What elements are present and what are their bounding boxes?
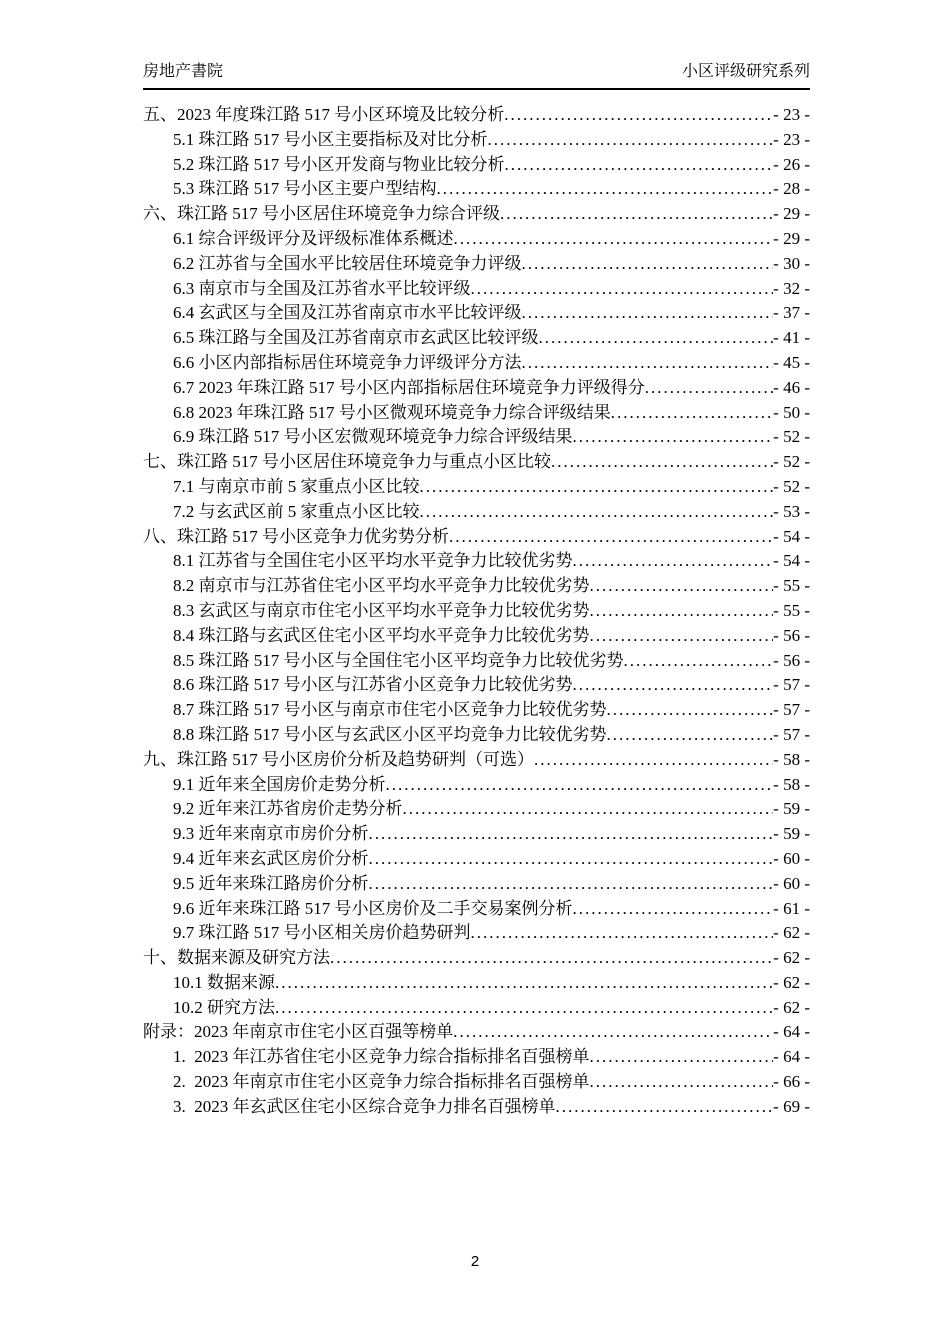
dot-leader — [590, 1070, 774, 1095]
dot-leader — [453, 1020, 773, 1045]
toc-entry[interactable] — [143, 153, 810, 178]
toc-entry[interactable] — [143, 847, 810, 872]
toc-entry[interactable] — [143, 450, 810, 475]
toc-entry[interactable] — [143, 797, 810, 822]
toc-entry-title: 5.2 珠江路 517 号小区开发商与物业比较分析 — [173, 154, 505, 174]
toc-entry-page: - 52 - — [773, 476, 810, 496]
toc-entry-page: - 61 - — [773, 898, 810, 918]
toc-entry-title: 5.3 珠江路 517 号小区主要户型结构 — [173, 179, 437, 199]
dot-leader — [386, 773, 774, 798]
toc-entry-title: 6.1 综合评级评分及评级标准体系概述 — [173, 228, 454, 248]
dot-leader — [500, 202, 773, 227]
dot-leader — [471, 277, 774, 302]
toc-entry-title: 7.1 与南京市前 5 家重点小区比较 — [173, 476, 420, 496]
toc-entry-page: - 52 - — [773, 427, 810, 447]
toc-entry-page: - 66 - — [773, 1072, 810, 1092]
toc-entry-page: - 56 - — [773, 625, 810, 645]
toc-entry[interactable] — [143, 252, 810, 277]
header-right-text: 小区评级研究系列 — [681, 63, 810, 80]
toc-entry-title: 6.6 小区内部指标居住环境竞争力评级评分方法 — [173, 352, 522, 372]
dot-leader — [330, 946, 773, 971]
toc-entry[interactable] — [143, 872, 810, 897]
toc-entry-page: - 55 - — [773, 600, 810, 620]
toc-entry-title: 8.8 珠江路 517 号小区与玄武区小区平均竞争力比较优劣势 — [173, 724, 607, 744]
toc-entry-title: 六、珠江路 517 号小区居住环境竞争力综合评级 — [143, 204, 500, 224]
toc-entry-title: 8.1 江苏省与全国住宅小区平均水平竞争力比较优劣势 — [173, 551, 573, 571]
toc-entry[interactable] — [143, 549, 810, 574]
dot-leader — [590, 574, 774, 599]
toc-entry[interactable] — [143, 822, 810, 847]
toc-entry-page: - 32 - — [773, 278, 810, 298]
toc-entry[interactable] — [143, 401, 810, 426]
toc-entry[interactable] — [143, 1045, 810, 1070]
dot-leader — [551, 450, 773, 475]
dot-leader — [556, 1095, 774, 1120]
toc-entry-title: 9.3 近年来南京市房价分析 — [173, 824, 369, 844]
toc-entry-page: - 58 - — [773, 749, 810, 769]
toc-entry-title: 9.7 珠江路 517 号小区相关房价趋势研判 — [173, 923, 471, 943]
toc-entry[interactable] — [143, 500, 810, 525]
dot-leader — [573, 673, 774, 698]
toc-entry-page: - 29 - — [773, 204, 810, 224]
toc-entry[interactable] — [143, 624, 810, 649]
toc-entry-page: - 62 - — [773, 972, 810, 992]
toc-entry-title: 7.2 与玄武区前 5 家重点小区比较 — [173, 501, 420, 521]
toc-entry-title: 十、数据来源及研究方法 — [143, 948, 330, 968]
toc-entry-page: - 54 - — [773, 551, 810, 571]
toc-entry[interactable] — [143, 277, 810, 302]
toc-entry-page: - 23 - — [773, 105, 810, 124]
toc-entry-title: 3. 2023 年玄武区住宅小区综合竞争力排名百强榜单 — [173, 1096, 556, 1116]
toc-entry[interactable] — [143, 946, 810, 971]
toc-entry[interactable] — [143, 673, 810, 698]
toc-entry[interactable] — [143, 1095, 810, 1120]
toc-entry-title: 6.7 2023 年珠江路 517 号小区内部指标居住环境竞争力评级得分 — [173, 377, 645, 397]
toc-entry[interactable] — [143, 698, 810, 723]
dot-leader — [590, 1045, 774, 1070]
toc-entry-title: 6.5 珠江路与全国及江苏省南京市玄武区比较评级 — [173, 328, 539, 348]
dot-leader — [471, 921, 774, 946]
toc-entry-page: - 37 - — [773, 303, 810, 323]
toc-entry-page: - 60 - — [773, 848, 810, 868]
dot-leader — [369, 847, 774, 872]
toc-entry-title: 附录：2023 年南京市住宅小区百强等榜单 — [143, 1022, 454, 1042]
toc-entry[interactable] — [143, 996, 810, 1021]
toc-entry-page: - 53 - — [773, 501, 810, 521]
toc-entry-title: 五、2023 年度珠江路 517 号小区环境及比较分析 — [143, 105, 505, 124]
toc-entry-page: - 46 - — [773, 377, 810, 397]
dot-leader — [590, 624, 774, 649]
page-number: 2 — [470, 1253, 480, 1270]
toc-entry[interactable] — [143, 227, 810, 252]
dot-leader — [522, 351, 774, 376]
toc-entry-page: - 55 - — [773, 576, 810, 596]
toc-entry-title: 2. 2023 年南京市住宅小区竞争力综合指标排名百强榜单 — [173, 1072, 590, 1092]
toc-entry[interactable] — [143, 475, 810, 500]
page-header — [143, 61, 810, 90]
toc-entry-title: 6.4 玄武区与全国及江苏省南京市水平比较评级 — [173, 303, 522, 323]
dot-leader — [590, 599, 774, 624]
toc-entry[interactable] — [143, 376, 810, 401]
toc-entry-page: - 62 - — [773, 997, 810, 1017]
toc-entry[interactable] — [143, 425, 810, 450]
dot-leader — [420, 475, 774, 500]
toc-entry-page: - 41 - — [773, 328, 810, 348]
toc-entry-page: - 64 - — [773, 1047, 810, 1067]
toc-entry-title: 9.4 近年来玄武区房价分析 — [173, 848, 369, 868]
dot-leader — [504, 103, 773, 128]
toc-entry-title: 9.5 近年来珠江路房价分析 — [173, 873, 369, 893]
toc-entry-page: - 57 - — [773, 724, 810, 744]
dot-leader — [573, 549, 774, 574]
toc-entry-page: - 23 - — [773, 129, 810, 149]
toc-entry-title: 8.7 珠江路 517 号小区与南京市住宅小区竞争力比较优劣势 — [173, 700, 607, 720]
toc-entry[interactable] — [143, 103, 810, 128]
toc-entry-page: - 64 - — [773, 1022, 810, 1042]
toc-entry-title: 6.9 珠江路 517 号小区宏微观环境竞争力综合评级结果 — [173, 427, 573, 447]
toc-entry[interactable] — [143, 649, 810, 674]
toc-entry-page: - 54 - — [773, 526, 810, 546]
dot-leader — [420, 500, 774, 525]
dot-leader — [573, 897, 774, 922]
toc-entry-title: 9.2 近年来江苏省房价走势分析 — [173, 799, 403, 819]
toc-entry-title: 6.8 2023 年珠江路 517 号小区微观环境竞争力综合评级结果 — [173, 402, 611, 422]
toc-entry[interactable] — [143, 177, 810, 202]
dot-leader — [403, 797, 774, 822]
dot-leader — [454, 227, 774, 252]
toc-entry-title: 1. 2023 年江苏省住宅小区竞争力综合指标排名百强榜单 — [173, 1047, 590, 1067]
toc-entry-page: - 62 - — [773, 923, 810, 943]
toc-entry-page: - 58 - — [773, 774, 810, 794]
dot-leader — [505, 153, 774, 178]
dot-leader — [611, 401, 773, 426]
toc-entry-page: - 69 - — [773, 1096, 810, 1116]
toc-entry[interactable] — [143, 202, 810, 227]
toc-entry[interactable] — [143, 525, 810, 550]
toc-entry-title: 8.2 南京市与江苏省住宅小区平均水平竞争力比较优劣势 — [173, 576, 590, 596]
toc-entry[interactable] — [143, 326, 810, 351]
dot-leader — [522, 301, 774, 326]
dot-leader — [275, 971, 773, 996]
toc-entry-page: - 59 - — [773, 824, 810, 844]
toc-entry-page: - 30 - — [773, 253, 810, 273]
toc-entry[interactable] — [143, 897, 810, 922]
dot-leader — [449, 525, 773, 550]
dot-leader — [369, 822, 774, 847]
toc-entry[interactable] — [143, 351, 810, 376]
toc-entry[interactable] — [143, 748, 810, 773]
toc-entry-title: 8.6 珠江路 517 号小区与江苏省小区竞争力比较优劣势 — [173, 675, 573, 695]
dot-leader — [488, 128, 774, 153]
toc-entry-page: - 50 - — [773, 402, 810, 422]
toc-entry[interactable] — [143, 723, 810, 748]
dot-leader — [573, 425, 774, 450]
toc-entry-page: - 57 - — [773, 675, 810, 695]
toc-entry-page: - 45 - — [773, 352, 810, 372]
toc-entry-title: 6.3 南京市与全国及江苏省水平比较评级 — [173, 278, 471, 298]
toc-entry-title: 8.3 玄武区与南京市住宅小区平均水平竞争力比较优劣势 — [173, 600, 590, 620]
toc-entry[interactable] — [143, 773, 810, 798]
dot-leader — [607, 723, 774, 748]
toc-entry-title: 八、珠江路 517 号小区竞争力优劣势分析 — [143, 526, 449, 546]
dot-leader — [624, 649, 774, 674]
dot-leader — [607, 698, 774, 723]
page-footer — [0, 1252, 950, 1272]
dot-leader — [369, 872, 774, 897]
toc-entry-page: - 56 - — [773, 650, 810, 670]
header-left-text: 房地产書院 — [143, 63, 224, 80]
toc-entry[interactable] — [143, 1070, 810, 1095]
toc-entry-title: 8.4 珠江路与玄武区住宅小区平均水平竞争力比较优劣势 — [173, 625, 590, 645]
toc-entry-page: - 26 - — [773, 154, 810, 174]
toc-entry-title: 9.6 近年来珠江路 517 号小区房价及二手交易案例分析 — [173, 898, 573, 918]
toc-entry-title: 6.2 江苏省与全国水平比较居住环境竞争力评级 — [173, 253, 522, 273]
dot-leader — [534, 748, 773, 773]
dot-leader — [522, 252, 774, 277]
dot-leader — [539, 326, 774, 351]
dot-leader — [437, 177, 774, 202]
toc-entry[interactable] — [143, 301, 810, 326]
toc-entry-title: 9.1 近年来全国房价走势分析 — [173, 774, 386, 794]
toc-entry-title: 10.1 数据来源 — [173, 972, 275, 992]
toc-entry[interactable] — [143, 574, 810, 599]
toc-entry[interactable] — [143, 921, 810, 946]
toc-entry[interactable] — [143, 599, 810, 624]
toc-entry[interactable] — [143, 971, 810, 996]
toc-list — [143, 103, 810, 1120]
toc-entry-title: 5.1 珠江路 517 号小区主要指标及对比分析 — [173, 129, 488, 149]
toc-entry-title: 九、珠江路 517 号小区房价分析及趋势研判（可选） — [143, 749, 534, 769]
toc-entry-page: - 60 - — [773, 873, 810, 893]
toc-entry-page: - 29 - — [773, 228, 810, 248]
toc-entry-title: 七、珠江路 517 号小区居住环境竞争力与重点小区比较 — [143, 452, 551, 472]
dot-leader — [645, 376, 773, 401]
toc-entry-title: 8.5 珠江路 517 号小区与全国住宅小区平均竞争力比较优劣势 — [173, 650, 624, 670]
dot-leader — [275, 996, 773, 1021]
toc-entry-page: - 28 - — [773, 179, 810, 199]
toc-entry[interactable] — [143, 1020, 810, 1045]
toc-entry-title: 10.2 研究方法 — [173, 997, 275, 1017]
toc-entry-page: - 52 - — [773, 452, 810, 472]
toc-entry-page: - 59 - — [773, 799, 810, 819]
toc-entry[interactable] — [143, 128, 810, 153]
toc-entry-page: - 57 - — [773, 700, 810, 720]
toc-entry-page: - 62 - — [773, 948, 810, 968]
